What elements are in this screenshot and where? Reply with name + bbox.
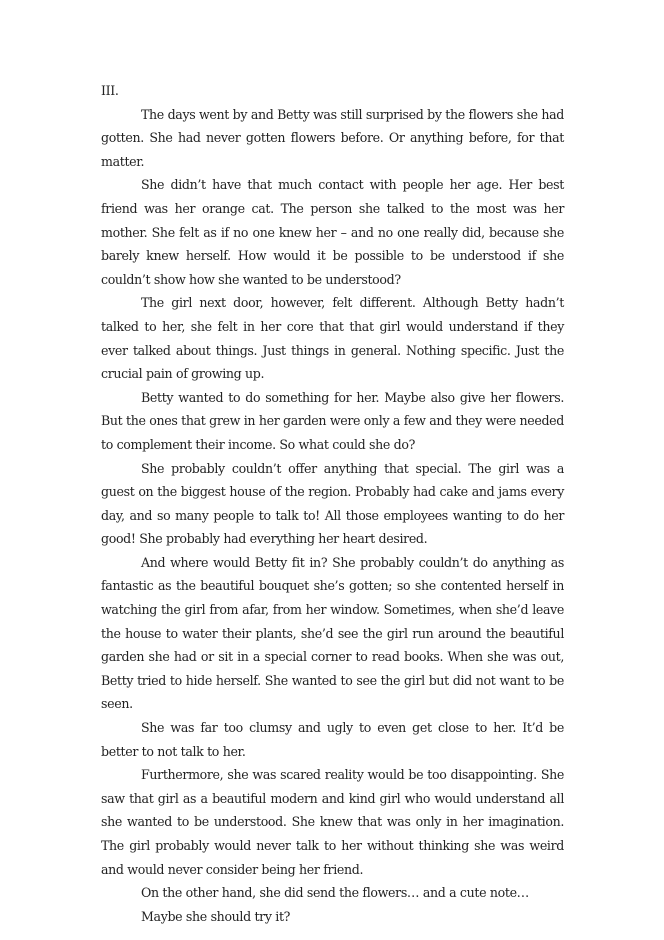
paragraph: Furthermore, she was scared reality would be too disappointing. She saw that girl as a beautiful modern and kind girl who would understand all she wanted to be understood. She knew that was only in her imagination. The girl probably would never talk to her without thinking she was weird and would never consider being her friend. <box>101 767 564 877</box>
paragraph: On the other hand, she did send the flowers… and a cute note… <box>141 885 529 901</box>
paragraph: She was far too clumsy and ugly to even get close to her. It’d be better to not talk to her. <box>101 720 564 759</box>
paragraph: She probably couldn’t offer anything that special. The girl was a guest on the biggest house of the region. Probably had cake and jams every day, and so many people to talk to! All those employees wanting to do her good! She probably had everything her heart desired. <box>101 460 564 547</box>
paragraph: And where would Betty fit in? She probably couldn’t do anything as fantastic as the beautiful bouquet she’s gotten; so she contented herself in watching the girl from afar, from her window. Sometimes, when she’d leave the house to water their plants, she’d see the girl run around the beautiful garden she had or sit in a special corner to read books. When she was out, Betty tried to hide herself. She wanted to see the girl but did not want to be seen. <box>101 554 564 712</box>
document-page <box>101 79 564 928</box>
paragraph: Maybe she should try it? <box>141 908 291 924</box>
paragraph: She didn’t have that much contact with people her age. Her best friend was her orange cat. The person she talked to the most was her mother. She felt as if no one knew her – and no one really did, because she barely knew herself. How would it be possible to be understood if she couldn’t show how she wanted to be understood? <box>101 177 564 287</box>
paragraph: Betty wanted to do something for her. Maybe also give her flowers. But the ones that grew in her garden were only a few and they were needed to complement their income. So what could she do? <box>101 389 564 452</box>
chapter-heading: III. <box>101 83 119 98</box>
paragraph: The girl next door, however, felt different. Although Betty hadn’t talked to her, she felt in her core that that girl would understand if they ever talked about things. Just things in general. Nothing specific. Just the crucial pain of growing up. <box>101 295 564 382</box>
paragraph: The days went by and Betty was still surprised by the flowers she had gotten. She had never gotten flowers before. Or anything before, for that matter. <box>101 106 564 169</box>
